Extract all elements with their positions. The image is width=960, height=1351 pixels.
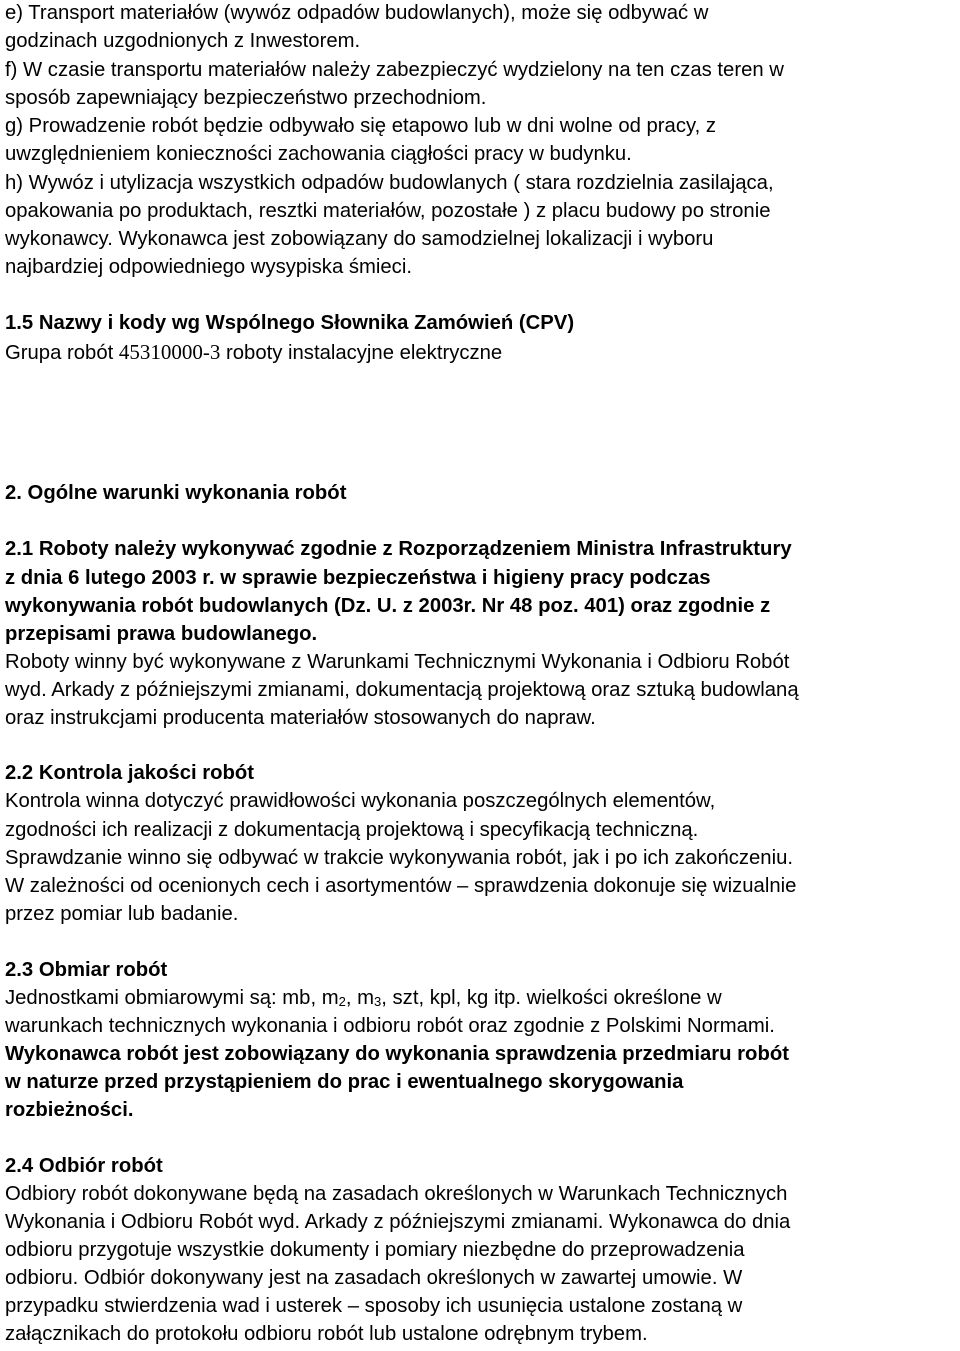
cpv-prefix: Grupa robót (5, 342, 119, 364)
section-1-5-heading: 1.5 Nazwy i kody wg Wspólnego Słownika Zamówień (CPV) (5, 312, 575, 334)
item-h-line-4: najbardziej odpowiedniego wysypiska śmieci. (5, 256, 412, 278)
section-2-1-line-1: 2.1 Roboty należy wykonywać zgodnie z Rozporządzeniem Ministra Infrastruktury (5, 538, 792, 560)
cpv-description: roboty instalacyjne elektryczne (220, 342, 503, 364)
section-2-4-line-3: odbioru przygotuje wszystkie dokumenty i pomiary niezbędne do przeprowadzenia (5, 1239, 745, 1261)
section-2-1-line-3: wykonywania robót budowlanych (Dz. U. z 2003r. Nr 48 poz. 401) oraz zgodnie z (5, 595, 771, 617)
section-2-3-bold-line-2: w naturze przed przystąpieniem do prac i ewentualnego skorygowania (5, 1071, 684, 1093)
item-f-line-2: sposób zapewniający bezpieczeństwo przechodniom. (5, 87, 487, 109)
section-2-heading: 2. Ogólne warunki wykonania robót (5, 482, 347, 504)
cpv-code: 45310000-3 (118, 340, 221, 364)
section-2-4-line-6: załącznikach do protokołu odbioru robót lub ustalone odrębnym trybem. (5, 1323, 648, 1345)
section-2-2-line-1: Kontrola winna dotyczyć prawidłowości wykonania poszczególnych elementów, (5, 790, 716, 812)
section-2-3-bold-line-1: Wykonawca robót jest zobowiązany do wykonania sprawdzenia przedmiaru robót (5, 1043, 789, 1065)
section-2-3-bold-line-3: rozbieżności. (5, 1099, 134, 1121)
units-text-c: , szt, kpl, kg itp. wielkości określone w (381, 987, 722, 1009)
item-h-line-1: h) Wywóz i utylizacja wszystkich odpadów budowlanych ( stara rozdzielnia zasilająca, (5, 172, 774, 194)
item-h-line-3: wykonawcy. Wykonawca jest zobowiązany do samodzielnej lokalizacji i wyboru (5, 228, 714, 250)
section-2-3-line-2: warunkach technicznych wykonania i odbioru robót oraz zgodnie z Polskimi Normami. (5, 1015, 775, 1037)
section-2-2-heading: 2.2 Kontrola jakości robót (5, 762, 255, 784)
section-2-2-line-4: W zależności od ocenionych cech i asortymentów – sprawdzenia dokonuje się wizualnie (5, 875, 797, 897)
section-2-4-line-4: odbioru. Odbiór dokonywany jest na zasadach określonych w zawartej umowie. W (5, 1267, 743, 1289)
section-2-3-heading: 2.3 Obmiar robót (5, 959, 168, 981)
subscript-3: 3 (374, 994, 382, 1009)
item-g-line-1: g) Prowadzenie robót będzie odbywało się etapowo lub w dni wolne od pracy, z (5, 115, 717, 137)
item-f-line-1: f) W czasie transportu materiałów należy zabezpieczyć wydzielony na ten czas teren w (5, 59, 784, 81)
section-2-1-line-7: oraz instrukcjami producenta materiałów stosowanych do napraw. (5, 707, 596, 729)
section-2-2-line-3: Sprawdzanie winno się odbywać w trakcie wykonywania robót, jak i po ich zakończeniu. (5, 847, 793, 869)
units-text-b: , m (345, 987, 375, 1009)
section-2-1-line-6: wyd. Arkady z późniejszymi zmianami, dokumentacją projektową oraz sztuką budowlaną (5, 679, 799, 701)
item-g-line-2: uwzględnieniem konieczności zachowania ciągłości pracy w budynku. (5, 143, 632, 165)
section-2-4-line-1: Odbiory robót dokonywane będą na zasadach określonych w Warunkach Technicznych (5, 1183, 788, 1205)
units-text-a: Jednostkami obmiarowymi są: mb, m (5, 987, 339, 1009)
section-2-4-line-5: przypadku stwierdzenia wad i usterek – sposoby ich usunięcia ustalone zostaną w (5, 1295, 743, 1317)
section-2-3-line-1 (5, 985, 722, 1015)
section-2-2-line-5: przez pomiar lub badanie. (5, 903, 239, 925)
subscript-2: 2 (338, 994, 346, 1009)
item-e-line-1: e) Transport materiałów (wywóz odpadów budowlanych), może się odbywać w (5, 2, 709, 24)
section-2-2-line-2: zgodności ich realizacji z dokumentacją projektową i specyfikacją techniczną. (5, 819, 699, 841)
section-2-1-line-4: przepisami prawa budowlanego. (5, 623, 318, 645)
section-2-4-heading: 2.4 Odbiór robót (5, 1155, 163, 1177)
section-2-1-line-2: z dnia 6 lutego 2003 r. w sprawie bezpieczeństwa i higieny pracy podczas (5, 567, 711, 589)
item-h-line-2: opakowania po produktach, resztki materiałów, pozostałe ) z placu budowy po stronie (5, 200, 771, 222)
section-2-1-line-5: Roboty winny być wykonywane z Warunkami Technicznymi Wykonania i Odbioru Robót (5, 651, 790, 673)
section-1-5-cpv-line (5, 339, 502, 367)
item-e-line-2: godzinach uzgodnionych z Inwestorem. (5, 30, 361, 52)
section-2-4-line-2: Wykonania i Odbioru Robót wyd. Arkady z późniejszymi zmianami. Wykonawca do dnia (5, 1211, 791, 1233)
